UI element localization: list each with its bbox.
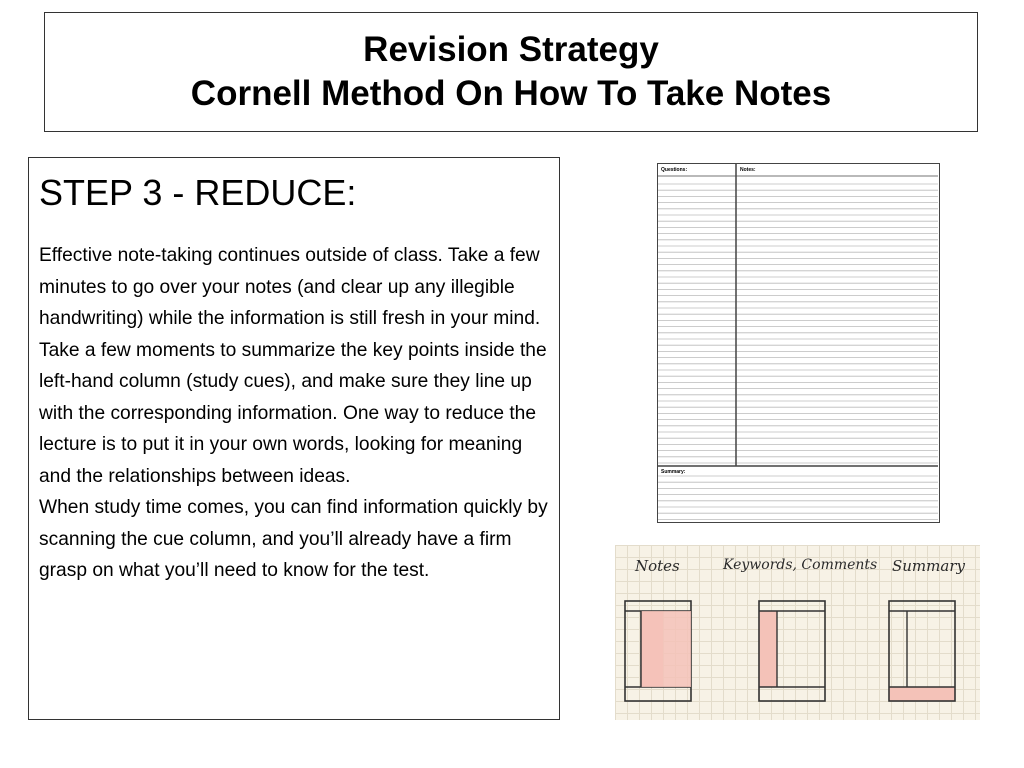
sketch-diagram-notes — [625, 601, 691, 701]
sketch-diagram-summary — [889, 601, 955, 701]
summary-label: Summary: — [661, 469, 686, 475]
questions-label: Questions: — [661, 167, 688, 173]
body-text — [39, 240, 549, 587]
hand-drawn-sketch — [615, 545, 980, 720]
step-text-box — [28, 157, 560, 720]
cornell-sheet-image — [657, 163, 940, 523]
title-box — [44, 12, 978, 132]
sketch-label-notes: Notes — [635, 557, 680, 575]
paragraph-1: Effective note-taking continues outside of class. Take a few minutes to go over your notes (and clear up any illegible handwriting) while the information is still fresh in your mind. — [39, 245, 541, 329]
sketch-label-keywords: Keywords, Comments — [723, 557, 878, 573]
sketch-label-summary: Summary — [892, 557, 965, 575]
cornell-sheet-lines — [658, 164, 938, 521]
title-line-2: Cornell Method On How To Take Notes — [190, 74, 832, 113]
sketch-diagrams — [615, 545, 980, 720]
sketch-diagram-keywords — [759, 601, 825, 701]
paragraph-2: Take a few moments to summarize the key points inside the left-hand column (study cues), and make sure they line up with the corresponding information. One way to reduce the lecture is to put it in your own words, looking for meaning and the relationships between ideas. — [39, 339, 547, 487]
title-line-1: Revision Strategy — [363, 30, 659, 69]
step-heading: STEP 3 - REDUCE: — [39, 172, 357, 213]
paragraph-3: When study time comes, you can find information quickly by scanning the cue column, and you’ll already have a firm grasp on what you’ll need to know for the test. — [39, 497, 548, 581]
notes-label: Notes: — [740, 167, 756, 173]
